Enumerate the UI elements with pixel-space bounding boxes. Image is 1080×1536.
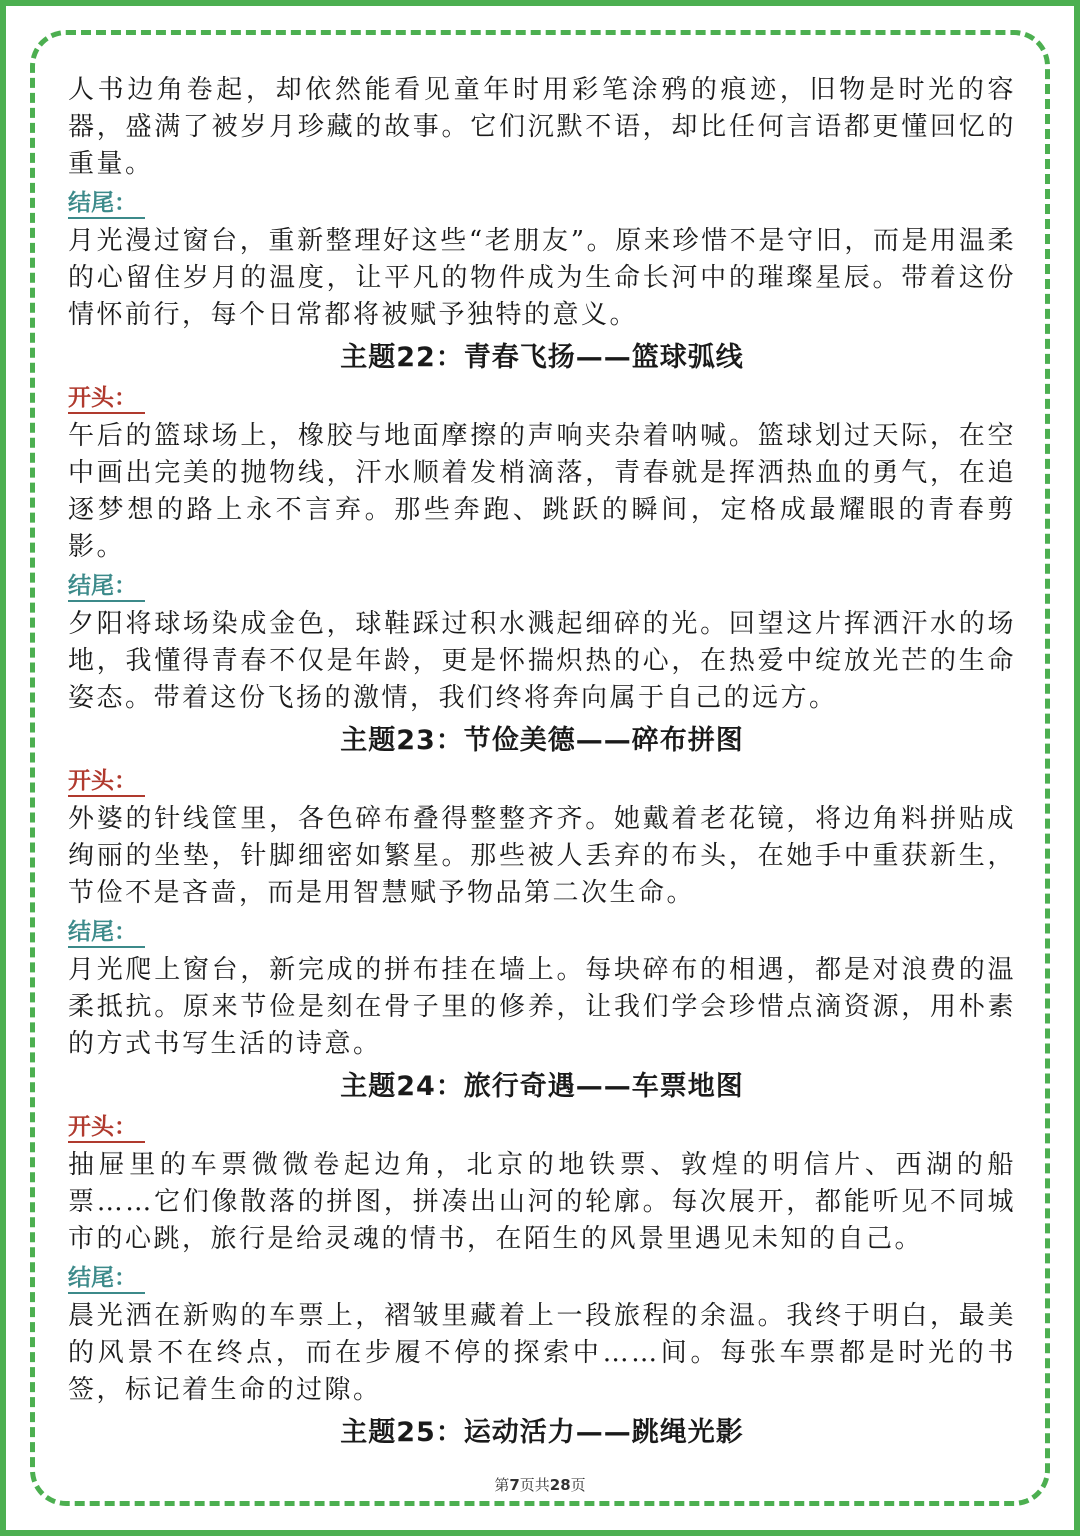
start-label: 开头：	[68, 767, 145, 797]
end-paragraph: 月光爬上窗台，新完成的拼布挂在墙上。每块碎布的相遇，都是对浪费的温柔抵抗。原来节俭是刻在骨子里的修养，让我们学会珍惜点滴资源，用朴素的方式书写生活的诗意。	[68, 955, 1016, 1059]
topic-title: 主题23：节俭美德——碎布拼图	[340, 725, 744, 756]
document-body	[68, 72, 1016, 1457]
end-paragraph: 晨光洒在新购的车票上，褶皱里藏着上一段旅程的余温。我终于明白，最美的风景不在终点，而在步履不停的探索中……间。每张车票都是时光的书签，标记着生命的过隙。	[68, 1301, 1016, 1405]
end-paragraph: 夕阳将球场染成金色，球鞋踩过积水溅起细碎的光。回望这片挥洒汗水的场地，我懂得青春不仅是年龄，更是怀揣炽热的心，在热爱中绽放光芒的生命姿态。带着这份飞扬的激情，我们终将奔向属于自己的远方。	[68, 609, 1016, 713]
start-label: 开头：	[68, 1113, 145, 1143]
topic-25-title: 主题25：运动活力——跳绳光影	[340, 1417, 744, 1448]
footer-total-pages: 28	[549, 1476, 571, 1494]
footer-prefix: 第	[494, 1476, 510, 1494]
intro-end-label: 结尾：	[68, 189, 145, 219]
start-paragraph: 外婆的针线筐里，各色碎布叠得整整齐齐。她戴着老花镜，将边角料拼贴成绚丽的坐垫，针脚细密如繁星。那些被人丢弃的布头，在她手中重获新生，节俭不是吝啬，而是用智慧赋予物品第二次生命。	[68, 804, 1016, 908]
topic-22	[68, 338, 1016, 717]
end-label: 结尾：	[68, 918, 145, 948]
topic-title: 主题22：青春飞扬——篮球弧线	[340, 342, 744, 373]
end-label: 结尾：	[68, 1264, 145, 1294]
footer-middle: 页共	[519, 1476, 550, 1494]
topic-title: 主题24：旅行奇遇——车票地图	[340, 1071, 744, 1102]
topic-24	[68, 1067, 1016, 1409]
intro-end-paragraph: 月光漫过窗台，重新整理好这些“老朋友”。原来珍惜不是守旧，而是用温柔的心留住岁月的温度，让平凡的物件成为生命长河中的璀璨星辰。带着这份情怀前行，每个日常都将被赋予独特的意义。	[68, 226, 1016, 330]
start-paragraph: 午后的篮球场上，橡胶与地面摩擦的声响夹杂着呐喊。篮球划过天际，在空中画出完美的抛物线，汗水顺着发梢滴落，青春就是挥洒热血的勇气，在追逐梦想的路上永不言弃。那些奔跑、跳跃的瞬间，定格成最耀眼的青春剪影。	[68, 421, 1016, 562]
footer-suffix: 页	[570, 1476, 586, 1494]
start-paragraph: 抽屉里的车票微微卷起边角，北京的地铁票、敦煌的明信片、西湖的船票……它们像散落的拼图，拼凑出山河的轮廓。每次展开，都能听见不同城市的心跳，旅行是给灵魂的情书，在陌生的风景里遇见未知的自己。	[68, 1150, 1016, 1254]
end-label: 结尾：	[68, 572, 145, 602]
start-label: 开头：	[68, 384, 145, 414]
page-footer	[0, 1474, 1080, 1495]
topic-23	[68, 721, 1016, 1063]
footer-current-page: 7	[509, 1476, 520, 1494]
intro-paragraph: 人书边角卷起，却依然能看见童年时用彩笔涂鸦的痕迹，旧物是时光的容器，盛满了被岁月珍藏的故事。它们沉默不语，却比任何言语都更懂回忆的重量。	[68, 75, 1016, 179]
